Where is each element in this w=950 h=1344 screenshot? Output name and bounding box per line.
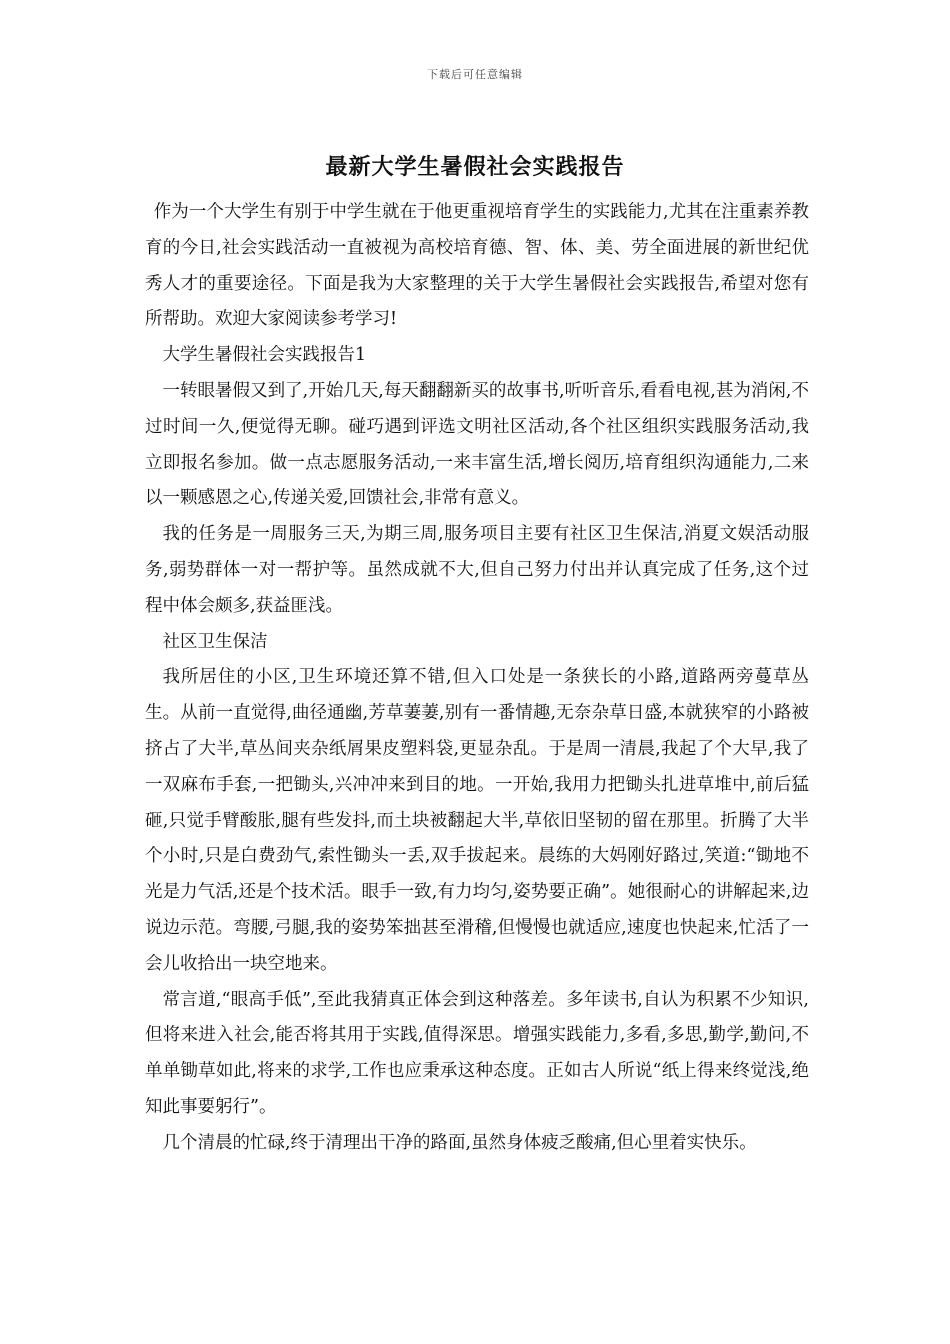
header-note: 下载后可任意编辑 (427, 68, 523, 81)
body-paragraph: 我所居住的小区,卫生环境还算不错,但入口处是一条狭长的小路,道路两旁蔓草丛生。从前一直觉得,曲径通幽,芳草萋萋,别有一番情趣,无奈杂草日盛,本就狭窄的小路被挤占了大半,草丛间夹杂纸屑果皮塑料袋,更显杂乱。于是周一清晨,我起了个大早,我了一双麻布手套,一把锄头,兴冲冲来到目的地。一开始,我用力把锄头扎进草堆中,前后猛砸,只觉手臂酸胀,腿有些发抖,而土块被翻起大半,草依旧坚韧的留在那里。折腾了大半个小时,只是白费劲气,索性锄头一丢,双手拔起来。晨练的大妈刚好路过,笑道:“锄地不光是力气活,还是个技术活。眼手一致,有力均匀,姿势要正确”。她很耐心的讲解起来,边说边示范。弯腰,弓腿,我的姿势笨拙甚至滑稽,但慢慢也就适应,速度也快起来,忙活了一会儿收拾出一块空地来。 (145, 667, 809, 974)
body-paragraph: 几个清晨的忙碌,终于清理出干净的路面,虽然身体疲乏酸痛,但心里着实快乐。 (162, 1132, 757, 1153)
intro-paragraph: 作为一个大学生有别于中学生就在于他更重视培育学生的实践能力,尤其在注重素养教育的今日,社会实践活动一直被视为高校培育德、智、体、美、劳全面进展的新世纪优秀人才的重要途径。下面是我为大家整理的关于大学生暑假社会实践报告,希望对您有所帮助。欢迎大家阅读参考学习! (145, 202, 809, 330)
body-paragraph: 常言道,“眼高手低”,至此我猜真正体会到这种落差。多年读书,自认为积累不少知识,但将来进入社会,能否将其用于实践,值得深思。增强实践能力,多看,多思,勤学,勤问,不单单锄草如此,将来的求学,工作也应秉承这种态度。正如古人所说“纸上得来终觉浅,绝知此事要躬行”。 (145, 989, 809, 1117)
document-title: 最新大学生暑假社会实践报告 (325, 154, 625, 180)
body-paragraph: 一转眼暑假又到了,开始几天,每天翻翻新买的故事书,听听音乐,看看电视,甚为消闲,不过时间一久,便觉得无聊。碰巧遇到评选文明社区活动,各个社区组织实践服务活动,我立即报名参加。做一点志愿服务活动,一来丰富生活,增长阅历,培育组织沟通能力,二来以一颗感恩之心,传递关爱,回馈社会,非常有意义。 (145, 380, 809, 509)
body-paragraph: 我的任务是一周服务三天,为期三周,服务项目主要有社区卫生保洁,消夏文娱活动服务,弱势群体一对一帮护等。虽然成就不大,但自己努力付出并认真完成了任务,这个过程中体会颇多,获益匪浅。 (145, 524, 809, 616)
document-body (145, 195, 809, 1162)
section-heading-cleaning: 社区卫生保洁 (162, 631, 268, 652)
section-heading-report-1: 大学生暑假社会实践报告1 (162, 345, 367, 366)
